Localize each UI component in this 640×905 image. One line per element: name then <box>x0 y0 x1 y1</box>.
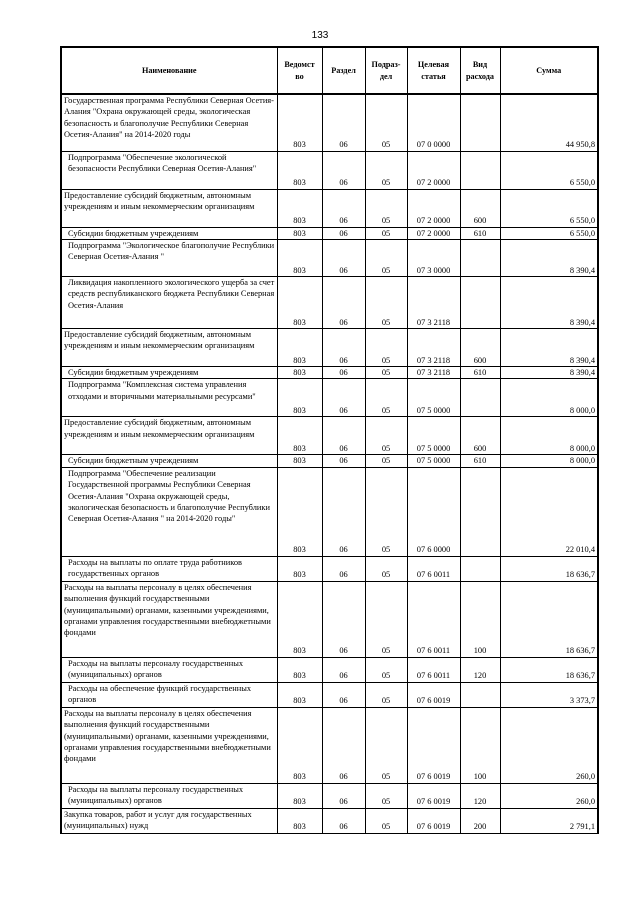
row-vid <box>460 682 500 707</box>
table-row <box>61 227 598 239</box>
row-summa: 18 636,7 <box>500 556 598 581</box>
table-row <box>61 783 598 808</box>
row-name: Государственная программа Республики Северная Осетия-Алания "Охрана окружающей среды, экологическая безопасность и благополучие Республики Северная Осетия-Алания" на 2014-2020 годы <box>61 94 277 151</box>
row-name: Подпрограмма "Комплексная система управления отходами и вторичными материальными ресурсами" <box>61 379 277 417</box>
row-ved: 803 <box>277 227 322 239</box>
row-cel: 07 5 0000 <box>407 455 460 467</box>
row-ved: 803 <box>277 581 322 657</box>
row-cel: 07 3 2118 <box>407 366 460 378</box>
row-podrazdel: 05 <box>365 227 407 239</box>
row-name: Предоставление субсидий бюджетным, автономным учреждениям и иным некоммерческим организациям <box>61 328 277 366</box>
row-summa: 8 390,4 <box>500 328 598 366</box>
header-name: Наименование <box>61 47 277 94</box>
row-vid: 610 <box>460 227 500 239</box>
header-vid: Вид расхода <box>460 47 500 94</box>
row-cel: 07 3 0000 <box>407 239 460 276</box>
table-row <box>61 328 598 366</box>
row-razdel: 06 <box>322 657 365 682</box>
row-podrazdel: 05 <box>365 151 407 189</box>
row-ved: 803 <box>277 276 322 328</box>
table-row <box>61 657 598 682</box>
row-vid: 100 <box>460 707 500 783</box>
table-row <box>61 556 598 581</box>
row-razdel: 06 <box>322 276 365 328</box>
row-summa: 6 550,0 <box>500 189 598 227</box>
row-razdel: 06 <box>322 151 365 189</box>
row-vid <box>460 467 500 556</box>
row-name: Подпрограмма "Обеспечение реализации Государственной программы Республики Северная Осетия-Алания "Охрана окружающей среды, экологическая безопасность и благополучие Республики Северная Осетия-Алания " на 2014-2020 годы" <box>61 467 277 556</box>
header-cel: Целевая статья <box>407 47 460 94</box>
row-ved: 803 <box>277 189 322 227</box>
row-ved: 803 <box>277 239 322 276</box>
row-summa: 8 000,0 <box>500 455 598 467</box>
row-podrazdel: 05 <box>365 328 407 366</box>
row-ved: 803 <box>277 94 322 151</box>
table-row <box>61 417 598 455</box>
row-podrazdel: 05 <box>365 366 407 378</box>
row-podrazdel: 05 <box>365 707 407 783</box>
row-ved: 803 <box>277 707 322 783</box>
row-vid: 610 <box>460 455 500 467</box>
row-razdel: 06 <box>322 467 365 556</box>
row-razdel: 06 <box>322 366 365 378</box>
row-ved: 803 <box>277 657 322 682</box>
row-summa: 6 550,0 <box>500 227 598 239</box>
row-podrazdel: 05 <box>365 379 407 417</box>
row-summa: 18 636,7 <box>500 581 598 657</box>
row-name: Предоставление субсидий бюджетным, автономным учреждениям и иным некоммерческим организациям <box>61 189 277 227</box>
row-podrazdel: 05 <box>365 682 407 707</box>
row-vid <box>460 94 500 151</box>
row-name: Субсидии бюджетным учреждениям <box>61 455 277 467</box>
row-vid: 610 <box>460 366 500 378</box>
row-razdel: 06 <box>322 417 365 455</box>
row-razdel: 06 <box>322 94 365 151</box>
row-podrazdel: 05 <box>365 276 407 328</box>
row-razdel: 06 <box>322 581 365 657</box>
row-ved: 803 <box>277 328 322 366</box>
table-row <box>61 455 598 467</box>
row-cel: 07 6 0019 <box>407 783 460 808</box>
row-razdel: 06 <box>322 783 365 808</box>
row-ved: 803 <box>277 556 322 581</box>
header-ved: Ведомст во <box>277 47 322 94</box>
row-summa: 260,0 <box>500 783 598 808</box>
table-row <box>61 94 598 151</box>
row-cel: 07 2 0000 <box>407 189 460 227</box>
row-summa: 22 010,4 <box>500 467 598 556</box>
row-summa: 2 791,1 <box>500 808 598 833</box>
row-cel: 07 5 0000 <box>407 379 460 417</box>
row-podrazdel: 05 <box>365 581 407 657</box>
row-vid <box>460 239 500 276</box>
row-razdel: 06 <box>322 455 365 467</box>
row-name: Расходы на выплаты персоналу в целях обеспечения выполнения функций государственными (муниципальными) органами, казенными учреждениями, органами управления государственными внебюджетными фондами <box>61 707 277 783</box>
row-vid: 600 <box>460 328 500 366</box>
table-row <box>61 682 598 707</box>
row-name: Расходы на выплаты персоналу государственных (муниципальных) органов <box>61 657 277 682</box>
row-cel: 07 6 0011 <box>407 581 460 657</box>
row-cel: 07 0 0000 <box>407 94 460 151</box>
row-ved: 803 <box>277 808 322 833</box>
row-summa: 8 000,0 <box>500 379 598 417</box>
table-row <box>61 189 598 227</box>
row-vid: 200 <box>460 808 500 833</box>
row-cel: 07 6 0019 <box>407 682 460 707</box>
row-podrazdel: 05 <box>365 189 407 227</box>
row-razdel: 06 <box>322 189 365 227</box>
row-cel: 07 6 0011 <box>407 556 460 581</box>
row-cel: 07 6 0000 <box>407 467 460 556</box>
row-summa: 6 550,0 <box>500 151 598 189</box>
row-name: Закупка товаров, работ и услуг для государственных (муниципальных) нужд <box>61 808 277 833</box>
header-podrazdel: Подраз- дел <box>365 47 407 94</box>
table-row <box>61 366 598 378</box>
row-ved: 803 <box>277 417 322 455</box>
row-razdel: 06 <box>322 808 365 833</box>
row-ved: 803 <box>277 682 322 707</box>
row-summa: 260,0 <box>500 707 598 783</box>
row-cel: 07 6 0019 <box>407 808 460 833</box>
row-cel: 07 6 0019 <box>407 707 460 783</box>
row-podrazdel: 05 <box>365 467 407 556</box>
row-razdel: 06 <box>322 328 365 366</box>
row-name: Расходы на выплаты персоналу государственных (муниципальных) органов <box>61 783 277 808</box>
row-summa: 8 390,4 <box>500 239 598 276</box>
row-podrazdel: 05 <box>365 417 407 455</box>
row-summa: 8 390,4 <box>500 276 598 328</box>
row-razdel: 06 <box>322 556 365 581</box>
row-cel: 07 5 0000 <box>407 417 460 455</box>
row-name: Ликвидация накопленного экологического ущерба за счет средств республиканского бюджета Республики Северная Осетия-Алания <box>61 276 277 328</box>
row-vid <box>460 379 500 417</box>
table-row <box>61 467 598 556</box>
row-name: Субсидии бюджетным учреждениям <box>61 227 277 239</box>
row-cel: 07 6 0011 <box>407 657 460 682</box>
row-name: Расходы на обеспечение функций государственных органов <box>61 682 277 707</box>
row-podrazdel: 05 <box>365 783 407 808</box>
table-row <box>61 379 598 417</box>
row-name: Субсидии бюджетным учреждениям <box>61 366 277 378</box>
row-summa: 3 373,7 <box>500 682 598 707</box>
row-podrazdel: 05 <box>365 556 407 581</box>
row-razdel: 06 <box>322 227 365 239</box>
row-vid <box>460 556 500 581</box>
row-razdel: 06 <box>322 239 365 276</box>
budget-table <box>60 46 599 834</box>
row-vid: 600 <box>460 189 500 227</box>
row-name: Расходы на выплаты по оплате труда работников государственных органов <box>61 556 277 581</box>
row-cel: 07 2 0000 <box>407 227 460 239</box>
row-cel: 07 3 2118 <box>407 276 460 328</box>
row-razdel: 06 <box>322 379 365 417</box>
row-vid <box>460 151 500 189</box>
table-row <box>61 151 598 189</box>
table-row <box>61 707 598 783</box>
header-row <box>61 47 598 94</box>
row-ved: 803 <box>277 467 322 556</box>
table-row <box>61 581 598 657</box>
row-vid: 600 <box>460 417 500 455</box>
table-row <box>61 808 598 833</box>
row-razdel: 06 <box>322 682 365 707</box>
row-vid <box>460 276 500 328</box>
table-row <box>61 276 598 328</box>
row-name: Подпрограмма "Экологическое благополучие Республики Северная Осетия-Алания " <box>61 239 277 276</box>
row-ved: 803 <box>277 151 322 189</box>
row-ved: 803 <box>277 379 322 417</box>
row-name: Расходы на выплаты персоналу в целях обеспечения выполнения функций государственными (муниципальными) органами, казенными учреждениями, органами управления государственными внебюджетными фондами <box>61 581 277 657</box>
row-summa: 18 636,7 <box>500 657 598 682</box>
row-name: Предоставление субсидий бюджетным, автономным учреждениям и иным некоммерческим организациям <box>61 417 277 455</box>
row-podrazdel: 05 <box>365 455 407 467</box>
row-podrazdel: 05 <box>365 94 407 151</box>
header-summa: Сумма <box>500 47 598 94</box>
row-vid: 120 <box>460 783 500 808</box>
row-summa: 8 000,0 <box>500 417 598 455</box>
page-number: 133 <box>311 30 329 41</box>
row-name: Подпрограмма "Обеспечение экологической безопасности Республики Северная Осетия-Алания" <box>61 151 277 189</box>
row-podrazdel: 05 <box>365 239 407 276</box>
row-ved: 803 <box>277 783 322 808</box>
row-ved: 803 <box>277 455 322 467</box>
row-vid: 100 <box>460 581 500 657</box>
header-razdel: Раздел <box>322 47 365 94</box>
row-podrazdel: 05 <box>365 808 407 833</box>
table-row <box>61 239 598 276</box>
row-podrazdel: 05 <box>365 657 407 682</box>
row-cel: 07 3 2118 <box>407 328 460 366</box>
row-summa: 44 950,8 <box>500 94 598 151</box>
row-razdel: 06 <box>322 707 365 783</box>
row-summa: 8 390,4 <box>500 366 598 378</box>
row-cel: 07 2 0000 <box>407 151 460 189</box>
row-ved: 803 <box>277 366 322 378</box>
row-vid: 120 <box>460 657 500 682</box>
